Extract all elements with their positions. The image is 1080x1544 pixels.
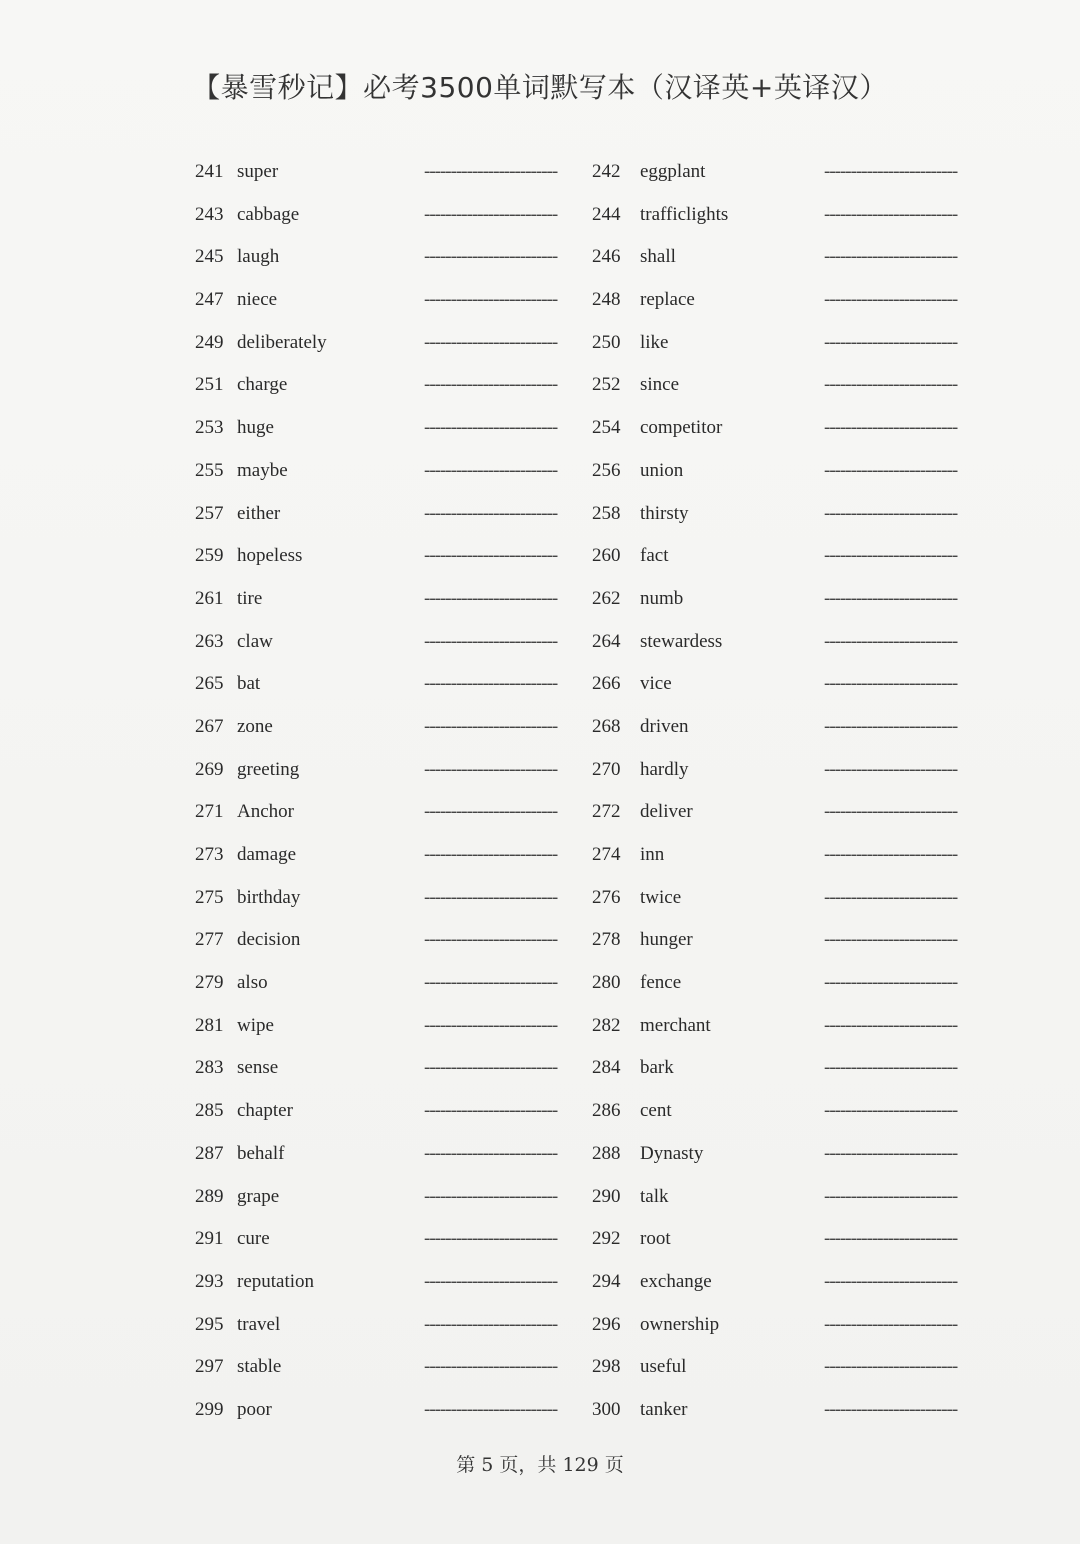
answer-blank: -------------------------: [824, 417, 958, 439]
word-text: trafficlights: [640, 203, 729, 225]
word-number: 261: [195, 587, 224, 609]
word-text: Anchor: [237, 801, 294, 823]
word-text: like: [640, 331, 669, 353]
word-text: claw: [237, 630, 273, 652]
word-row: [0, 1094, 1080, 1137]
answer-blank: -------------------------: [424, 801, 558, 823]
answer-blank: -------------------------: [424, 1014, 558, 1036]
word-row: [0, 1180, 1080, 1223]
word-number: 279: [195, 972, 224, 994]
word-text: cent: [640, 1100, 672, 1122]
word-text: tanker: [640, 1398, 688, 1420]
word-text: deliver: [640, 801, 693, 823]
word-text: exchange: [640, 1270, 712, 1292]
word-row: [0, 198, 1080, 241]
answer-blank: -------------------------: [824, 673, 958, 695]
word-text: shall: [640, 246, 676, 268]
word-number: 252: [592, 374, 621, 396]
word-number: 271: [195, 801, 224, 823]
word-text: talk: [640, 1185, 669, 1207]
word-number: 287: [195, 1142, 224, 1164]
word-number: 286: [592, 1100, 621, 1122]
answer-blank: -------------------------: [424, 203, 558, 225]
answer-blank: -------------------------: [424, 886, 558, 908]
answer-blank: -------------------------: [824, 1057, 958, 1079]
answer-blank: -------------------------: [424, 1100, 558, 1122]
answer-blank: -------------------------: [824, 1014, 958, 1036]
word-row: [0, 1051, 1080, 1094]
word-text: greeting: [237, 758, 300, 780]
answer-blank: -------------------------: [424, 1398, 558, 1420]
word-number: 291: [195, 1228, 224, 1250]
answer-blank: -------------------------: [824, 161, 958, 182]
word-text: sense: [237, 1057, 279, 1079]
word-row: [0, 1222, 1080, 1265]
answer-blank: -------------------------: [824, 758, 958, 780]
answer-blank: -------------------------: [824, 246, 958, 268]
word-row: [0, 326, 1080, 369]
word-number: 259: [195, 545, 224, 567]
word-number: 256: [592, 459, 621, 481]
word-text: charge: [237, 374, 288, 396]
word-number: 294: [592, 1270, 621, 1292]
word-number: 295: [195, 1313, 224, 1335]
word-row: [0, 539, 1080, 582]
answer-blank: -------------------------: [824, 630, 958, 652]
word-number: 282: [592, 1014, 621, 1036]
answer-blank: -------------------------: [424, 246, 558, 268]
answer-blank: -------------------------: [424, 1270, 558, 1292]
answer-blank: -------------------------: [424, 502, 558, 524]
word-row: [0, 497, 1080, 540]
word-number: 281: [195, 1014, 224, 1036]
answer-blank: -------------------------: [424, 1142, 558, 1164]
word-text: replace: [640, 289, 695, 311]
word-row: [0, 881, 1080, 924]
word-number: 296: [592, 1313, 621, 1335]
word-text: either: [237, 502, 281, 524]
answer-blank: -------------------------: [424, 417, 558, 439]
word-number: 270: [592, 758, 621, 780]
word-text: huge: [237, 417, 274, 439]
word-text: merchant: [640, 1014, 711, 1036]
word-number: 289: [195, 1185, 224, 1207]
word-number: 293: [195, 1270, 224, 1292]
word-text: bark: [640, 1057, 674, 1079]
word-text: vice: [640, 673, 672, 695]
word-text: fact: [640, 545, 669, 567]
word-text: cure: [237, 1228, 270, 1250]
word-text: birthday: [237, 886, 301, 908]
word-text: maybe: [237, 459, 288, 481]
word-number: 299: [195, 1398, 224, 1420]
answer-blank: -------------------------: [824, 1185, 958, 1207]
page-title: 【暴雪秒记】必考3500单词默写本（汉译英+英译汉）: [192, 71, 888, 104]
answer-blank: -------------------------: [824, 289, 958, 311]
word-number: 297: [195, 1356, 224, 1378]
word-number: 272: [592, 801, 621, 823]
word-text: wipe: [237, 1014, 274, 1036]
answer-blank: -------------------------: [424, 331, 558, 353]
answer-blank: -------------------------: [424, 630, 558, 652]
word-number: 285: [195, 1100, 224, 1122]
answer-blank: -------------------------: [824, 715, 958, 737]
word-text: tire: [237, 587, 263, 609]
word-number: 244: [592, 203, 621, 225]
answer-blank: -------------------------: [824, 1142, 958, 1164]
word-text: super: [237, 161, 279, 182]
word-text: driven: [640, 715, 689, 737]
word-row: [0, 411, 1080, 454]
word-number: 283: [195, 1057, 224, 1079]
word-number: 276: [592, 886, 621, 908]
word-text: since: [640, 374, 680, 396]
word-number: 262: [592, 587, 621, 609]
word-text: inn: [640, 844, 665, 865]
word-number: 249: [195, 331, 224, 353]
answer-blank: -------------------------: [424, 374, 558, 396]
word-text: chapter: [237, 1100, 293, 1122]
word-row: [0, 838, 1080, 881]
word-text: grape: [237, 1185, 280, 1207]
word-row: [0, 454, 1080, 497]
word-number: 254: [592, 417, 621, 439]
word-number: 251: [195, 374, 224, 396]
word-number: 300: [592, 1398, 621, 1420]
word-number: 274: [592, 844, 621, 865]
answer-blank: -------------------------: [824, 502, 958, 524]
answer-blank: -------------------------: [824, 587, 958, 609]
answer-blank: -------------------------: [824, 801, 958, 823]
word-number: 268: [592, 715, 621, 737]
word-number: 242: [592, 161, 621, 182]
word-text: reputation: [237, 1270, 315, 1292]
word-text: twice: [640, 886, 682, 908]
answer-blank: -------------------------: [824, 331, 958, 353]
answer-blank: -------------------------: [424, 1313, 558, 1335]
word-text: niece: [237, 289, 278, 311]
answer-blank: -------------------------: [424, 844, 558, 865]
word-number: 248: [592, 289, 621, 311]
answer-blank: -------------------------: [824, 1356, 958, 1378]
word-row: [0, 966, 1080, 1009]
word-number: 269: [195, 758, 224, 780]
word-text: eggplant: [640, 161, 706, 182]
word-number: 278: [592, 929, 621, 951]
answer-blank: -------------------------: [424, 673, 558, 695]
word-text: union: [640, 459, 684, 481]
word-row: [0, 1393, 1080, 1436]
answer-blank: -------------------------: [424, 289, 558, 311]
answer-blank: -------------------------: [824, 844, 958, 865]
word-row: [0, 753, 1080, 796]
answer-blank: -------------------------: [824, 1270, 958, 1292]
word-number: 246: [592, 246, 621, 268]
word-text: deliberately: [237, 331, 327, 353]
word-number: 253: [195, 417, 224, 439]
word-text: hopeless: [237, 545, 303, 567]
word-number: 250: [592, 331, 621, 353]
word-number: 275: [195, 886, 224, 908]
word-number: 257: [195, 502, 224, 524]
answer-blank: -------------------------: [424, 161, 558, 182]
word-text: numb: [640, 587, 684, 609]
word-row: [0, 667, 1080, 710]
word-row: [0, 1137, 1080, 1180]
word-number: 298: [592, 1356, 621, 1378]
word-text: Dynasty: [640, 1142, 704, 1164]
answer-blank: -------------------------: [424, 1185, 558, 1207]
word-text: behalf: [237, 1142, 285, 1164]
word-row: [0, 795, 1080, 838]
word-number: 258: [592, 502, 621, 524]
answer-blank: -------------------------: [424, 715, 558, 737]
word-number: 263: [195, 630, 224, 652]
word-number: 277: [195, 929, 224, 951]
answer-blank: -------------------------: [824, 459, 958, 481]
word-number: 284: [592, 1057, 621, 1079]
word-row: [0, 625, 1080, 668]
word-row: [0, 923, 1080, 966]
word-number: 266: [592, 673, 621, 695]
answer-blank: -------------------------: [424, 1228, 558, 1250]
word-text: stable: [237, 1356, 282, 1378]
word-text: thirsty: [640, 502, 689, 524]
answer-blank: -------------------------: [824, 545, 958, 567]
word-number: 245: [195, 246, 224, 268]
word-number: 273: [195, 844, 224, 865]
word-row: [0, 240, 1080, 283]
word-text: damage: [237, 844, 297, 865]
answer-blank: -------------------------: [424, 972, 558, 994]
word-text: laugh: [237, 246, 280, 268]
word-number: 255: [195, 459, 224, 481]
word-text: zone: [237, 715, 273, 737]
answer-blank: -------------------------: [824, 972, 958, 994]
answer-blank: -------------------------: [824, 1228, 958, 1250]
page-footer: 第 5 页，共 129 页: [456, 1454, 624, 1476]
word-row: [0, 368, 1080, 411]
word-row: [0, 1265, 1080, 1308]
word-row: [0, 283, 1080, 326]
word-row: [0, 1308, 1080, 1351]
word-text: stewardess: [640, 630, 723, 652]
word-row: [0, 1350, 1080, 1393]
answer-blank: -------------------------: [824, 886, 958, 908]
answer-blank: -------------------------: [424, 545, 558, 567]
answer-blank: -------------------------: [424, 929, 558, 951]
word-list: [0, 155, 1080, 1436]
answer-blank: -------------------------: [824, 1398, 958, 1420]
word-text: also: [237, 972, 268, 994]
word-text: hardly: [640, 758, 689, 780]
word-text: competitor: [640, 417, 723, 439]
word-number: 241: [195, 161, 224, 182]
answer-blank: -------------------------: [824, 1100, 958, 1122]
answer-blank: -------------------------: [824, 1313, 958, 1335]
word-text: useful: [640, 1356, 687, 1378]
word-number: 290: [592, 1185, 621, 1207]
word-number: 288: [592, 1142, 621, 1164]
answer-blank: -------------------------: [824, 374, 958, 396]
word-row: [0, 710, 1080, 753]
answer-blank: -------------------------: [424, 587, 558, 609]
word-text: decision: [237, 929, 301, 951]
word-number: 280: [592, 972, 621, 994]
word-text: hunger: [640, 929, 693, 951]
word-number: 265: [195, 673, 224, 695]
word-text: cabbage: [237, 203, 300, 225]
answer-blank: -------------------------: [424, 758, 558, 780]
word-row: [0, 155, 1080, 198]
answer-blank: -------------------------: [424, 459, 558, 481]
word-number: 267: [195, 715, 224, 737]
word-number: 292: [592, 1228, 621, 1250]
word-number: 260: [592, 545, 621, 567]
word-text: bat: [237, 673, 261, 695]
answer-blank: -------------------------: [424, 1356, 558, 1378]
word-number: 247: [195, 289, 224, 311]
word-text: travel: [237, 1313, 281, 1335]
word-number: 243: [195, 203, 224, 225]
word-row: [0, 1009, 1080, 1052]
word-text: root: [640, 1228, 671, 1250]
word-row: [0, 582, 1080, 625]
answer-blank: -------------------------: [424, 1057, 558, 1079]
answer-blank: -------------------------: [824, 203, 958, 225]
word-number: 264: [592, 630, 621, 652]
word-text: poor: [237, 1398, 272, 1420]
word-text: ownership: [640, 1313, 720, 1335]
word-text: fence: [640, 972, 682, 994]
answer-blank: -------------------------: [824, 929, 958, 951]
